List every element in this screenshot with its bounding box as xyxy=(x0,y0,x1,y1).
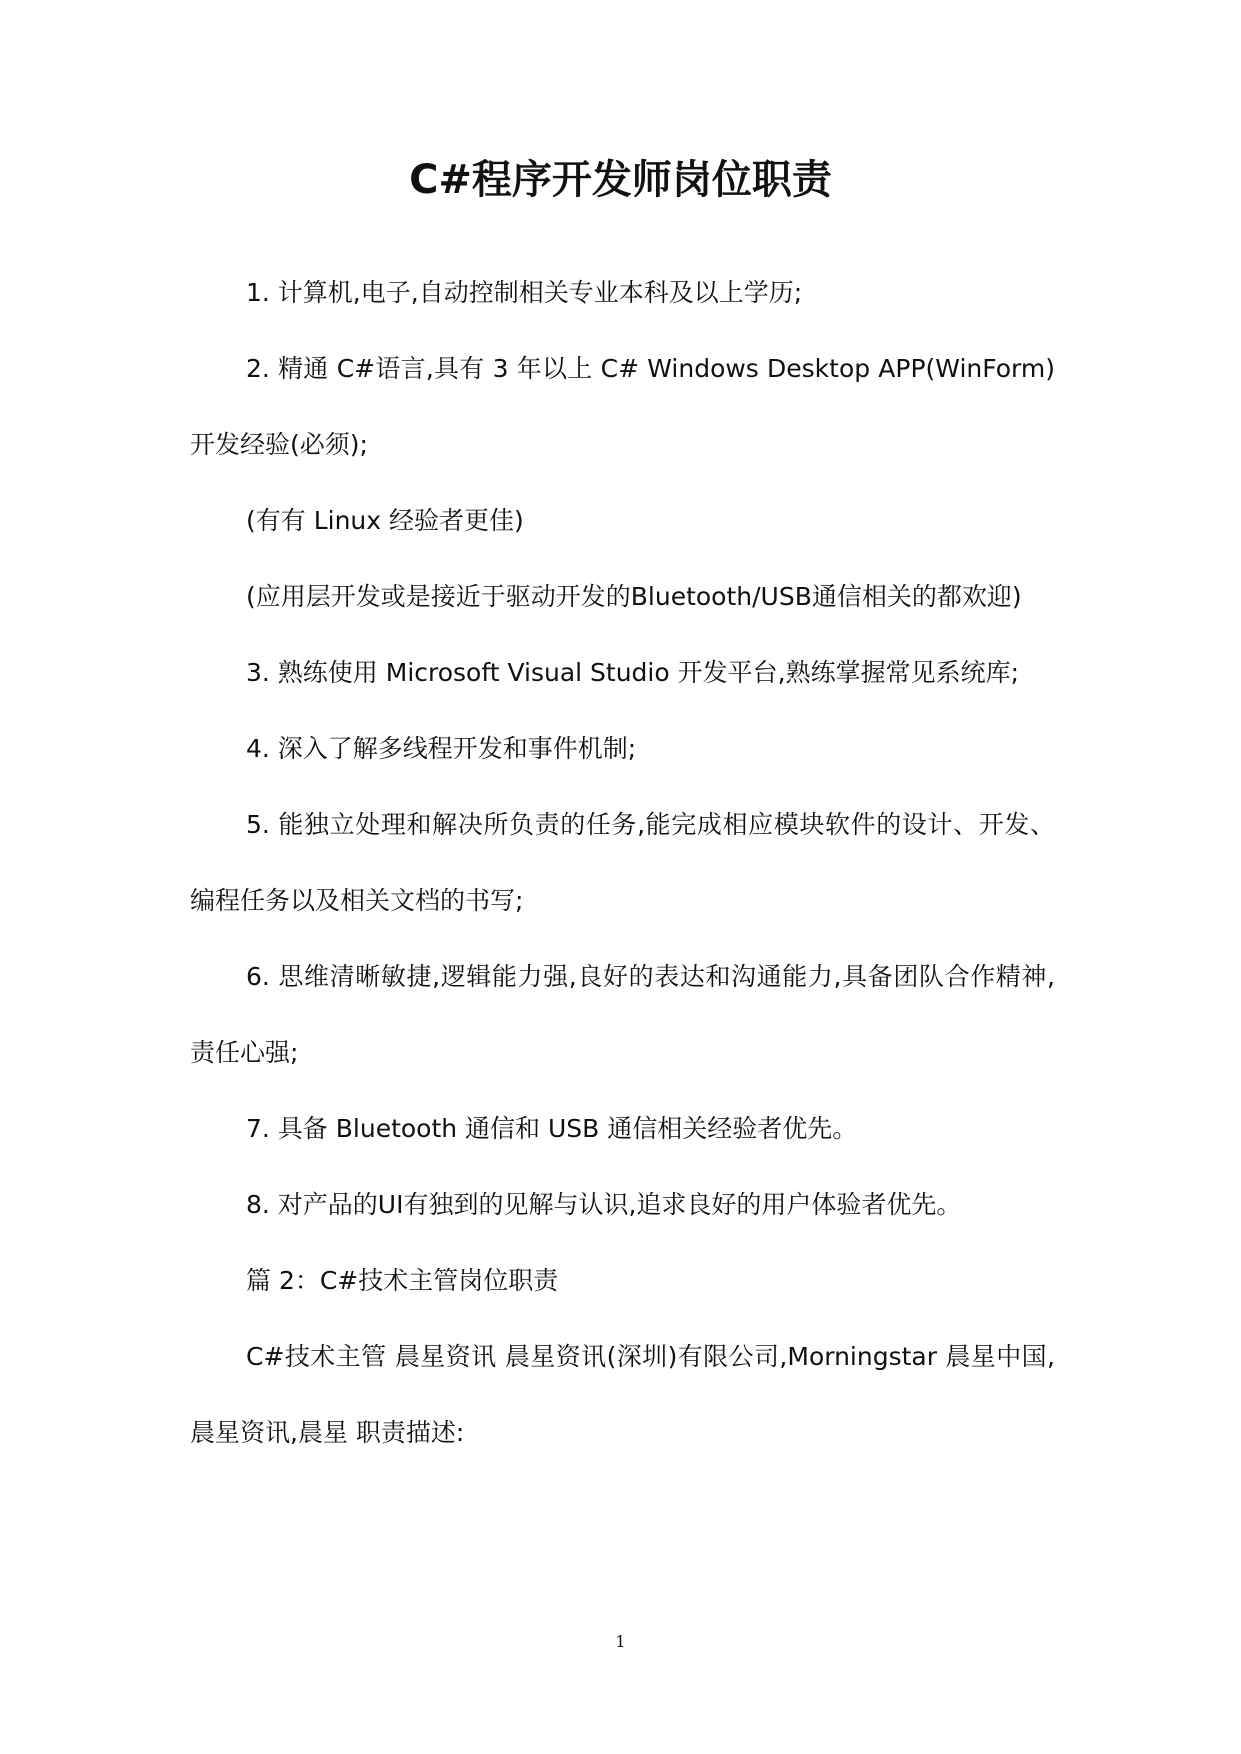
paragraph-requirement-7: 7. 具备 Bluetooth 通信和 USB 通信相关经验者优先。 xyxy=(246,1114,858,1143)
paragraph-bluetooth-usb-note: (应用层开发或是接近于驱动开发的Bluetooth/USB通信相关的都欢迎) xyxy=(246,582,1022,611)
paragraph-requirement-2: 2. 精通 C#语言,具有 3 年以上 C# Windows Desktop APP(WinForm)开发经验(必须); xyxy=(190,354,1055,459)
paragraph-requirement-1: 1. 计算机,电子,自动控制相关专业本科及以上学历; xyxy=(246,278,803,307)
paragraph-requirement-3: 3. 熟练使用 Microsoft Visual Studio 开发平台,熟练掌握常见系统库; xyxy=(246,658,1019,687)
paragraph-linux-note: (有有 Linux 经验者更佳) xyxy=(246,506,524,535)
page-number: 1 xyxy=(615,1632,626,1651)
paragraph-company-description: C#技术主管 晨星资讯 晨星资讯(深圳)有限公司,Morningstar 晨星中国,晨星资讯,晨星 职责描述: xyxy=(190,1342,1055,1447)
paragraph-requirement-8: 8. 对产品的UI有独到的见解与认识,追求良好的用户体验者优先。 xyxy=(246,1190,962,1219)
paragraph-requirement-5: 5. 能独立处理和解决所负责的任务,能完成相应模块软件的设计、开发、编程任务以及相关文档的书写; xyxy=(190,810,1055,915)
document-body xyxy=(190,255,1055,1471)
paragraph-requirement-4: 4. 深入了解多线程开发和事件机制; xyxy=(246,734,637,763)
section-heading-part-2: 篇 2：C#技术主管岗位职责 xyxy=(246,1266,559,1295)
paragraph-requirement-6: 6. 思维清晰敏捷,逻辑能力强,良好的表达和沟通能力,具备团队合作精神,责任心强; xyxy=(190,962,1055,1067)
document-title: C#程序开发师岗位职责 xyxy=(409,157,832,203)
